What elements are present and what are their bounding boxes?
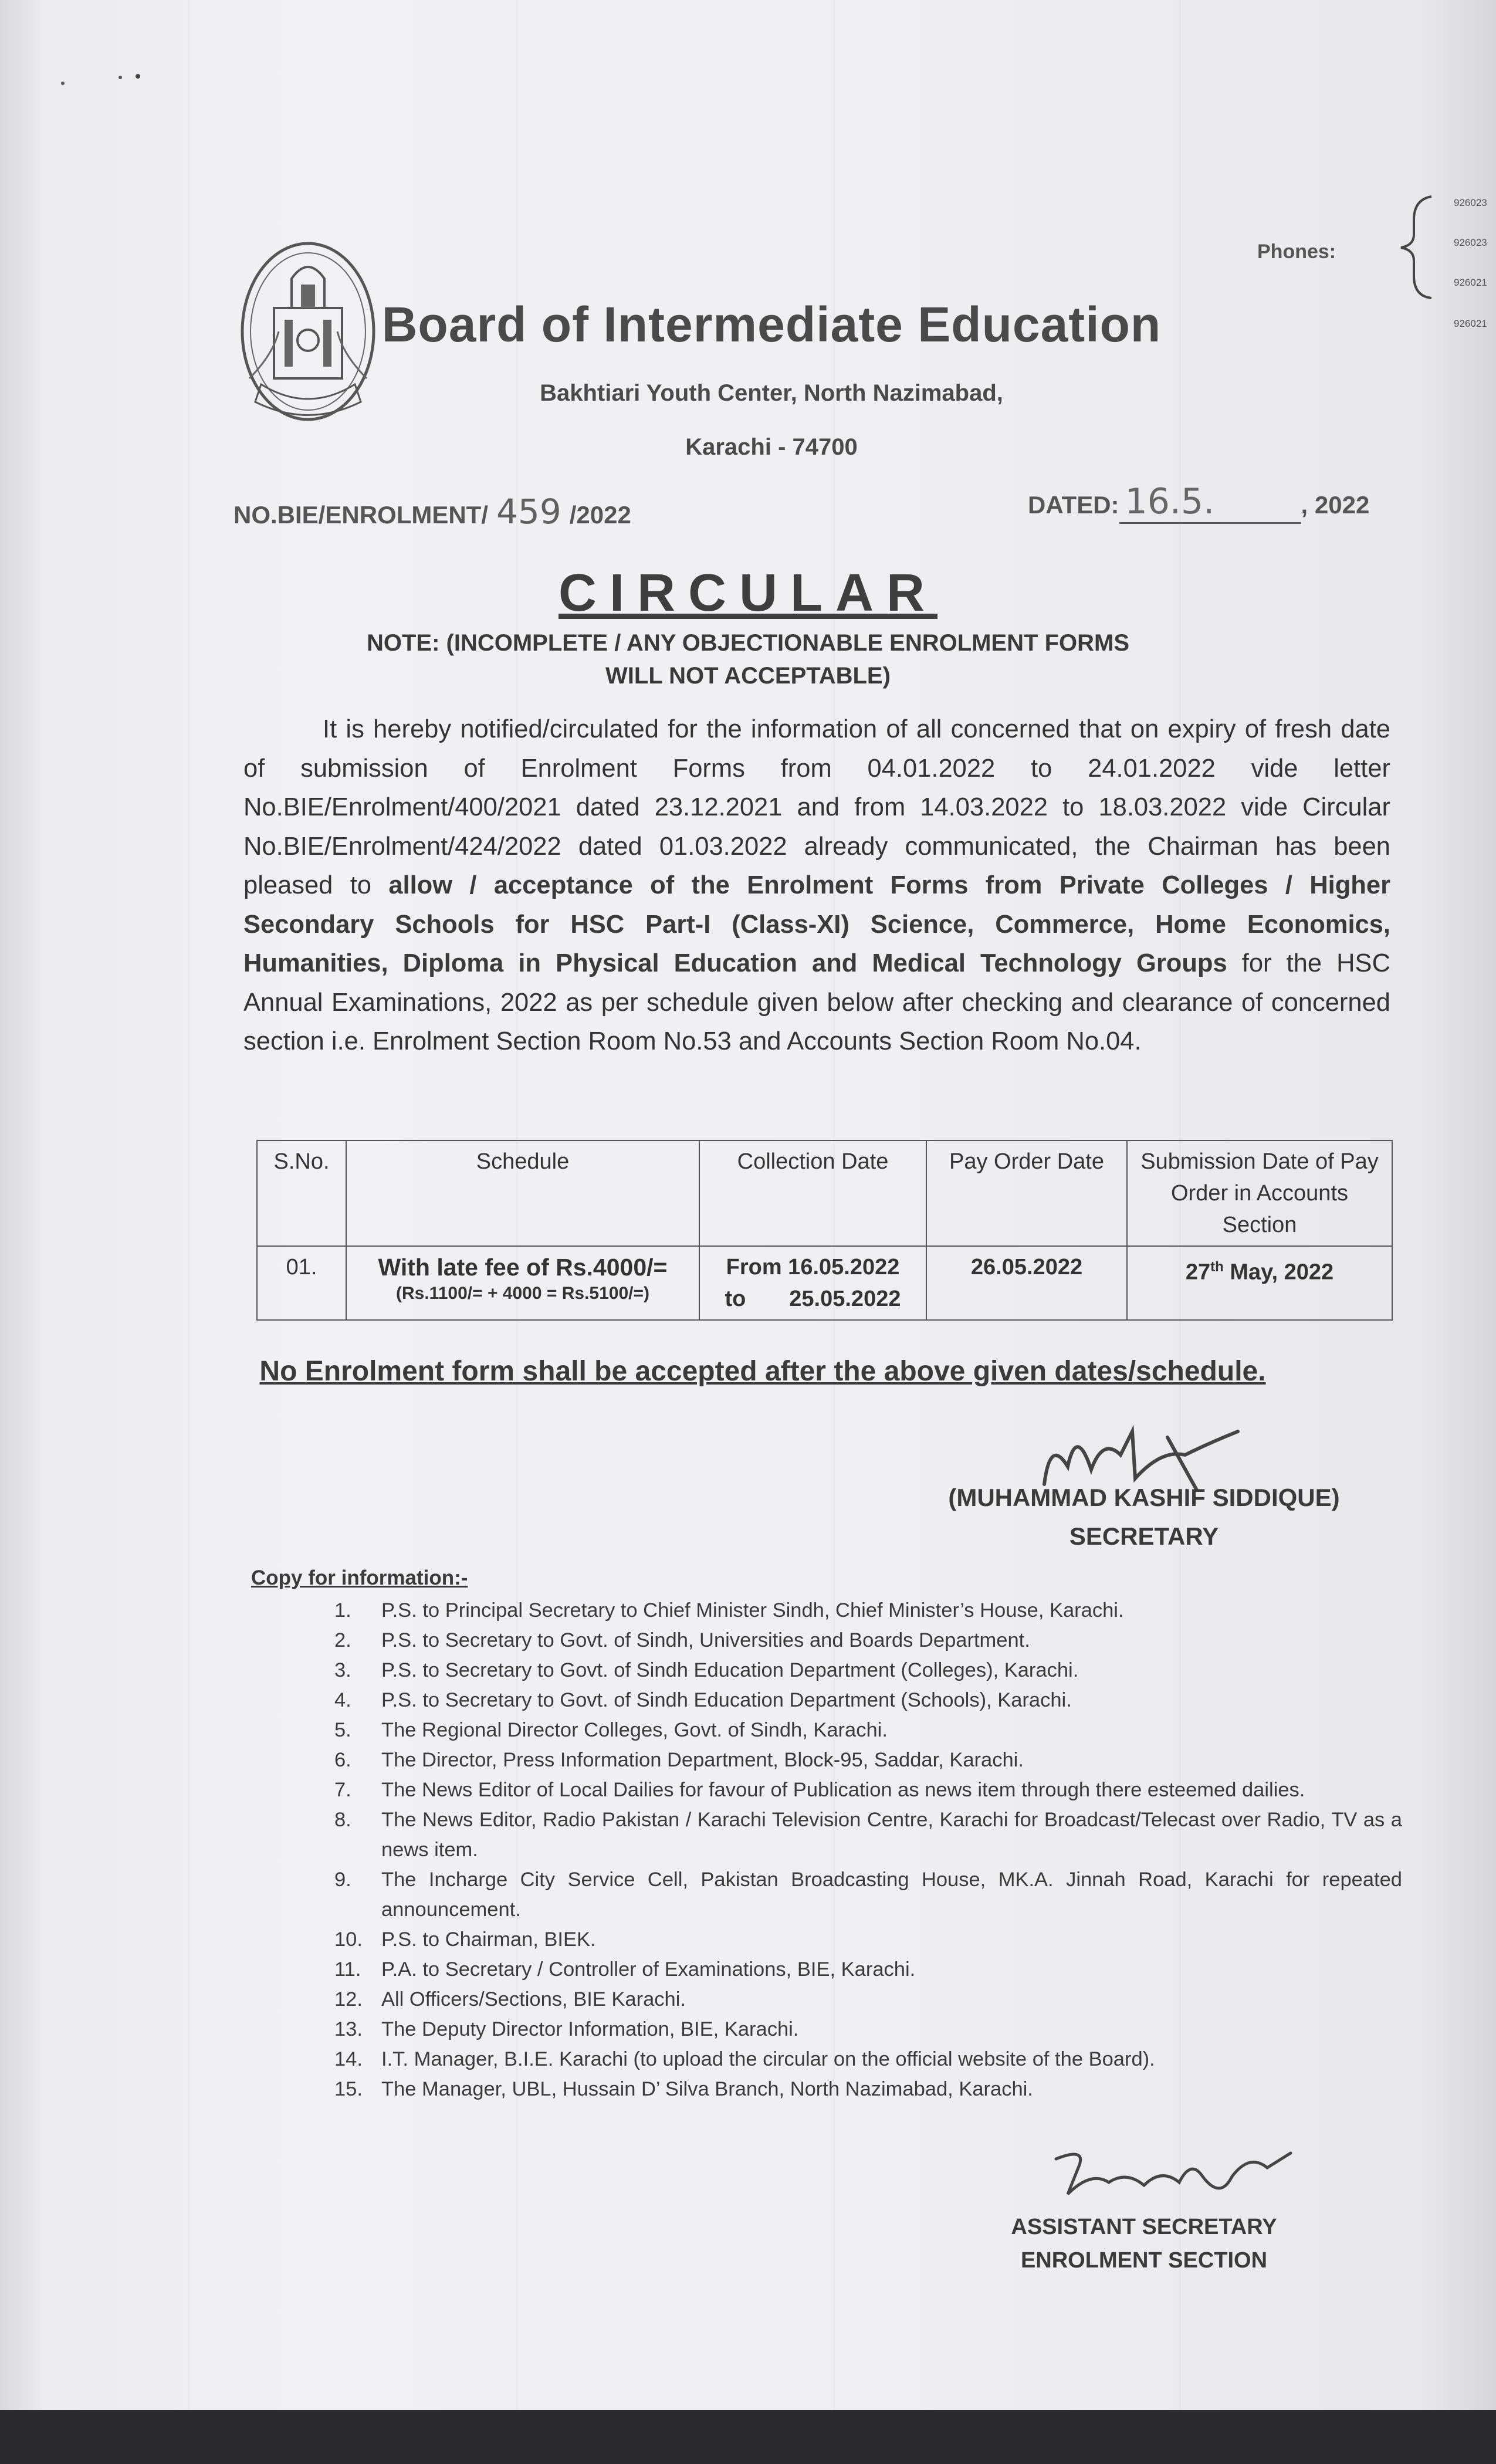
list-item [334, 1626, 1402, 1656]
note-line-2: WILL NOT ACCEPTABLE) [605, 663, 891, 689]
list-item [334, 2074, 1402, 2104]
phone-number: 926023 [1454, 197, 1487, 208]
item-number: 10. [334, 1928, 363, 1951]
secretary-block [886, 1478, 1402, 1556]
body-text-bold: allow / acceptance of the Enrolment Forms from Private Colleges / Higher Secondary Schools for HSC Part-I (Class-XI) Science, Commerce, Home Economics, Humanities, Diploma in Physical Education and Medical Technology Groups [243, 871, 1390, 977]
item-number: 12. [334, 1988, 363, 2011]
scan-stripe [188, 0, 189, 2410]
schedule-table [256, 1140, 1393, 1321]
item-text: The Incharge City Service Cell, Pakistan Broadcasting House, MK.A. Jinnah Road, Karachi for repeated announcement. [381, 1869, 1402, 1921]
submission-sup: th [1210, 1259, 1224, 1275]
reference-number [233, 492, 631, 532]
list-item [334, 1656, 1402, 1685]
assistant-title: ASSISTANT SECRETARY [1011, 2215, 1277, 2239]
dated-year: , 2022 [1301, 491, 1370, 519]
body-text-1: It is hereby notified/circulated for the information of all concerned that on expiry of fresh date of submission of Enrolment Forms from 04.01.2022 to 24.01.2022 vide letter No.BIE/Enrolment/400/2021 dated 23.12.2021 and from 14.03.2022 to 18.03.2022 vide Circular No.BIE/Enrolment/424/2022 dated 01.03.2022 already communicated, the Chairman has been pleased to [243, 715, 1390, 899]
board-title: Board of Intermediate Education [381, 297, 1162, 352]
item-text: P.S. to Principal Secretary to Chief Minister Sindh, Chief Minister’s House, Karachi. [381, 1599, 1124, 1622]
list-item [334, 1745, 1402, 1775]
ref-number-handwritten: 459 [496, 492, 561, 532]
item-number: 15. [334, 2078, 363, 2100]
late-fee-text: With late fee of Rs.4000/= [378, 1254, 668, 1281]
submission-rest: May, 2022 [1223, 1260, 1334, 1285]
item-number: 9. [334, 1869, 351, 1891]
collection-to: to 25.05.2022 [725, 1287, 901, 1311]
list-item [334, 2045, 1402, 2074]
item-text: The Deputy Director Information, BIE, Karachi. [381, 2018, 799, 2040]
header-pay-order-date: Pay Order Date [926, 1140, 1127, 1246]
table-row [257, 1246, 1392, 1320]
assistant-secretary-block [968, 2211, 1320, 2277]
header-schedule: Schedule [346, 1140, 699, 1246]
item-number: 4. [334, 1689, 351, 1711]
list-item [334, 1925, 1402, 1955]
cell-schedule [346, 1246, 699, 1320]
item-number: 8. [334, 1809, 351, 1831]
cell-pay-order-date: 26.05.2022 [926, 1246, 1127, 1320]
item-number: 13. [334, 2018, 363, 2040]
copy-heading: Copy for information:- [251, 1566, 468, 1589]
item-text: P.S. to Secretary to Govt. of Sindh, Universities and Boards Department. [381, 1629, 1030, 1651]
item-text: The News Editor of Local Dailies for favour of Publication as news item through there esteemed dailies. [381, 1779, 1305, 1801]
secretary-name: (MUHAMMAD KASHIF SIDDIQUE) [948, 1484, 1340, 1511]
item-text: The News Editor, Radio Pakistan / Karachi Television Centre, Karachi for Broadcast/Telecast over Radio, TV as a news item. [381, 1809, 1402, 1861]
list-item [334, 1775, 1402, 1805]
collection-from: From 16.05.2022 [726, 1255, 900, 1280]
phone-number: 926021 [1454, 318, 1487, 329]
item-number: 2. [334, 1629, 351, 1651]
item-text: P.S. to Chairman, BIEK. [381, 1928, 596, 1951]
item-number: 14. [334, 2048, 363, 2070]
item-text: I.T. Manager, B.I.E. Karachi (to upload the circular on the official website of the Board). [381, 2048, 1155, 2070]
ref-prefix: NO.BIE/ENROLMENT/ [233, 501, 489, 529]
item-number: 1. [334, 1599, 351, 1622]
copy-list [334, 1596, 1402, 2104]
item-number: 11. [334, 1958, 361, 1981]
dated-field [1028, 481, 1369, 524]
item-text: P.S. to Secretary to Govt. of Sindh Education Department (Schools), Karachi. [381, 1689, 1072, 1711]
address-line-1: Bakhtiari Youth Center, North Nazimabad, [540, 380, 1003, 406]
item-text: P.S. to Secretary to Govt. of Sindh Education Department (Colleges), Karachi. [381, 1659, 1079, 1681]
list-item [334, 1955, 1402, 1985]
assistant-section: ENROLMENT SECTION [1020, 2248, 1268, 2273]
item-text: The Director, Press Information Department, Block-95, Saddar, Karachi. [381, 1749, 1024, 1771]
curly-brace-icon [1396, 194, 1437, 299]
list-item [334, 1685, 1402, 1715]
cell-submission-date [1127, 1246, 1392, 1320]
item-number: 7. [334, 1779, 351, 1801]
item-number: 6. [334, 1749, 351, 1771]
circular-note [0, 627, 1496, 692]
cell-sno: 01. [257, 1246, 346, 1320]
assistant-secretary-signature [1044, 2141, 1302, 2206]
list-item [334, 1985, 1402, 2015]
header-collection-date: Collection Date [699, 1140, 926, 1246]
submission-day: 27 [1185, 1260, 1211, 1285]
cell-collection-date [699, 1246, 926, 1320]
header-sno: S.No. [257, 1140, 346, 1246]
circular-body [243, 710, 1390, 1061]
header-submission-date: Submission Date of Pay Order in Accounts Section [1127, 1140, 1392, 1246]
late-fee-breakdown: (Rs.1100/= + 4000 = Rs.5100/=) [396, 1284, 649, 1303]
scan-specks [56, 69, 150, 93]
phones-label: Phones: [1257, 241, 1336, 263]
list-item [334, 1805, 1402, 1865]
item-text: The Regional Director Colleges, Govt. of Sindh, Karachi. [381, 1719, 888, 1741]
list-item [334, 1715, 1402, 1745]
phone-number: 926023 [1454, 237, 1487, 248]
list-item [334, 2015, 1402, 2045]
address-line-2: Karachi - 74700 [685, 434, 858, 460]
list-item [334, 1596, 1402, 1626]
item-text: All Officers/Sections, BIE Karachi. [381, 1988, 686, 2011]
item-text: The Manager, UBL, Hussain D’ Silva Branch, North Nazimabad, Karachi. [381, 2078, 1033, 2100]
item-number: 5. [334, 1719, 351, 1741]
dated-handwritten: 16.5. [1119, 481, 1301, 524]
table-header-row [257, 1140, 1392, 1246]
note-line-1: NOTE: (INCOMPLETE / ANY OBJECTIONABLE ENROLMENT FORMS [366, 630, 1130, 656]
secretary-title: SECRETARY [1069, 1522, 1219, 1550]
list-item [334, 1865, 1402, 1925]
ref-suffix: /2022 [569, 501, 631, 529]
dated-label: DATED: [1028, 491, 1119, 519]
item-number: 3. [334, 1659, 351, 1681]
body-text-2: for the HSC Annual Examinations, 2022 as per schedule given below after checking and clearance of concerned section i.e. Enrolment Section Room No.53 and Accounts Section Room No.04. [243, 949, 1390, 1055]
no-enrolment-notice: No Enrolment form shall be accepted after the above given dates/schedule. [259, 1356, 1266, 1387]
item-text: P.A. to Secretary / Controller of Examinations, BIE, Karachi. [381, 1958, 916, 1981]
phone-number: 926021 [1454, 277, 1487, 288]
circular-heading: CIRCULAR [559, 564, 937, 622]
